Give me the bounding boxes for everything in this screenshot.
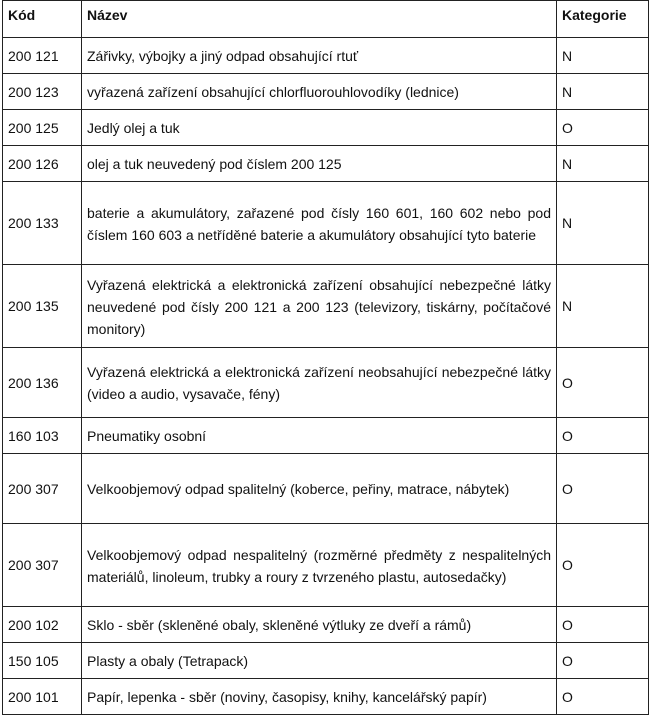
- table-row: [3, 418, 649, 454]
- table-row: [3, 146, 649, 182]
- cell-name: Pneumatiky osobní: [82, 418, 557, 454]
- cell-code: 150 105: [3, 643, 82, 679]
- cell-name: Velkoobjemový odpad nespalitelný (rozměrné předměty z nespalitelných materiálů, linoleum, trubky a roury z tvrzeného plastu, autosedačky): [82, 524, 557, 607]
- cell-code: 200 135: [3, 265, 82, 348]
- cell-code: 200 307: [3, 454, 82, 524]
- cell-name: Zářivky, výbojky a jiný odpad obsahující rtuť: [82, 38, 557, 74]
- table-row: [3, 679, 649, 715]
- cell-category: N: [557, 38, 649, 74]
- cell-category: O: [557, 679, 649, 715]
- cell-category: O: [557, 643, 649, 679]
- cell-name: vyřazená zařízení obsahující chlorfluorouhlovodíky (lednice): [82, 74, 557, 110]
- header-category: Kategorie: [557, 1, 649, 38]
- cell-category: O: [557, 524, 649, 607]
- table-row: [3, 38, 649, 74]
- cell-name: olej a tuk neuvedený pod číslem 200 125: [82, 146, 557, 182]
- table-row: [3, 524, 649, 607]
- cell-code: 200 102: [3, 607, 82, 643]
- cell-category: O: [557, 607, 649, 643]
- table-row: [3, 110, 649, 146]
- cell-category: O: [557, 348, 649, 418]
- cell-category: O: [557, 418, 649, 454]
- cell-name: Velkoobjemový odpad spalitelný (koberce, peřiny, matrace, nábytek): [82, 454, 557, 524]
- waste-table: [2, 0, 649, 715]
- table-row: [3, 643, 649, 679]
- header-code: Kód: [3, 1, 82, 38]
- cell-name: Jedlý olej a tuk: [82, 110, 557, 146]
- cell-name: Sklo - sběr (skleněné obaly, skleněné výtluky ze dveří a rámů): [82, 607, 557, 643]
- cell-code: 200 126: [3, 146, 82, 182]
- cell-code: 200 133: [3, 182, 82, 265]
- table-row: [3, 182, 649, 265]
- header-name: Název: [82, 1, 557, 38]
- cell-category: N: [557, 74, 649, 110]
- cell-category: O: [557, 454, 649, 524]
- cell-name: Papír, lepenka - sběr (noviny, časopisy, knihy, kancelářský papír): [82, 679, 557, 715]
- cell-code: 200 123: [3, 74, 82, 110]
- cell-code: 160 103: [3, 418, 82, 454]
- table-header-row: [3, 1, 649, 38]
- table-row: [3, 265, 649, 348]
- cell-code: 200 121: [3, 38, 82, 74]
- table-row: [3, 454, 649, 524]
- cell-code: 200 307: [3, 524, 82, 607]
- cell-name: Vyřazená elektrická a elektronická zařízení obsahující nebezpečné látky neuvedené pod čísly 200 121 a 200 123 (televizory, tiskárny, počítačové monitory): [82, 265, 557, 348]
- cell-category: N: [557, 146, 649, 182]
- cell-name: Plasty a obaly (Tetrapack): [82, 643, 557, 679]
- cell-category: N: [557, 265, 649, 348]
- table-row: [3, 348, 649, 418]
- table-row: [3, 74, 649, 110]
- cell-code: 200 136: [3, 348, 82, 418]
- cell-category: N: [557, 182, 649, 265]
- cell-code: 200 125: [3, 110, 82, 146]
- cell-code: 200 101: [3, 679, 82, 715]
- cell-category: O: [557, 110, 649, 146]
- cell-name: Vyřazená elektrická a elektronická zařízení neobsahující nebezpečné látky (video a audio, vysavače, fény): [82, 348, 557, 418]
- cell-name: baterie a akumulátory, zařazené pod čísly 160 601, 160 602 nebo pod číslem 160 603 a netříděné baterie a akumulátory obsahující tyto baterie: [82, 182, 557, 265]
- table-row: [3, 607, 649, 643]
